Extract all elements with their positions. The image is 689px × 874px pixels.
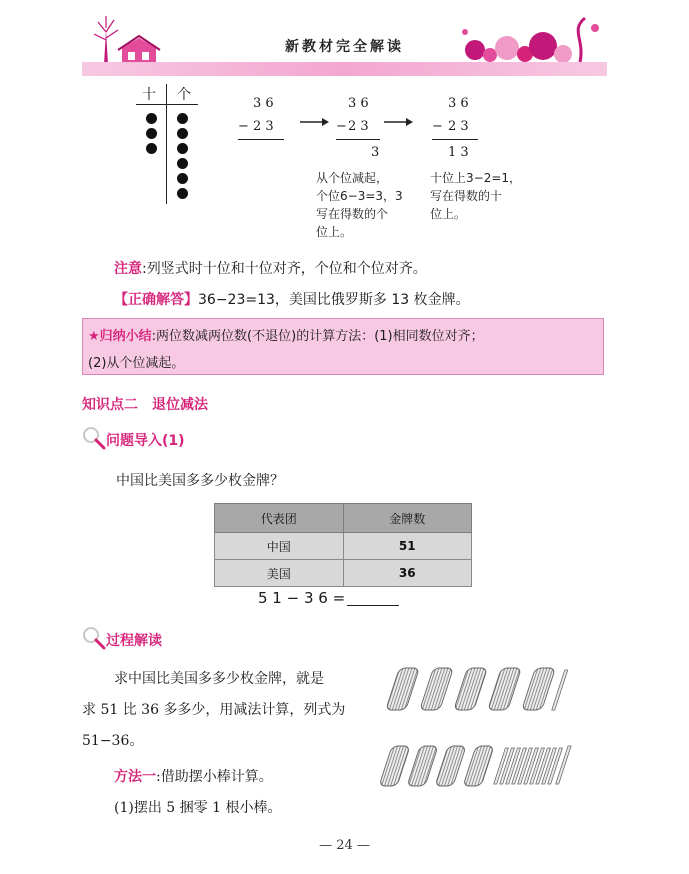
stick-bundles-illustration [380,740,580,790]
page-number: — 24 — [319,838,370,853]
method-text: 借助摆小棒计算。 [160,769,273,785]
chart-vertical-line [166,84,167,204]
attention-label: 注意 [114,261,142,277]
answer-text: 36−23=13，美国比俄罗斯多 13 枚金牌。 [198,292,470,308]
summary-label: ★归纳小结 [88,329,152,344]
intro-question: 中国比美国多多少枚金牌？ [116,473,284,489]
equation-text: 5 1 − 3 6 = [258,589,346,607]
tens-counter [146,128,157,139]
minuend: 3 6 [448,96,469,111]
medal-table [214,503,472,587]
arrow-right-icon [384,117,414,127]
note-line: 个位6−3=3，3 [316,189,403,203]
tens-label: 十 [142,87,156,103]
attention-line: 注意:列竖式时十位和十位对齐，个位和个位对齐。 [114,261,427,277]
header-title: 新教材完全解读 [285,39,404,55]
note-line: 位上。 [430,207,467,221]
table-cell: 51 [343,533,472,560]
table-cell: 中国 [215,533,344,560]
summary-line-1: ★归纳小结:两位数减两位数(不退位)的计算方法：(1)相同数位对齐； [88,329,484,344]
minus-sign: − [336,119,347,134]
table-cell: 36 [343,560,472,587]
tens-step-note [430,169,540,223]
answer-label: 【正确解答】 [114,292,198,308]
method-label: 方法一 [114,769,156,785]
result: 1 3 [448,145,469,160]
magnifier-icon [82,626,106,650]
table-row [215,560,472,587]
note-line: 从个位减起， [316,171,389,185]
note-line: 写在得数的个 [316,207,389,221]
subtrahend: 2 3 [448,119,469,134]
chart-horizontal-line [136,104,198,105]
process-line-1: 求中国比美国多多少枚金牌，就是 [114,671,324,687]
ones-counter [177,188,188,199]
magnifier-icon [82,426,106,450]
intro-title: 问题导入(1) [106,433,185,449]
ones-counter [177,173,188,184]
table-header: 金牌数 [343,504,472,533]
minuend: 3 6 [348,96,369,111]
tens-counter [146,143,157,154]
ones-counter [177,128,188,139]
note-line: 位上。 [316,225,353,239]
note-line: 写在得数的十 [430,189,503,203]
attention-text: 列竖式时十位和十位对齐，个位和个位对齐。 [146,261,427,277]
table-cell: 美国 [215,560,344,587]
minuend: 3 6 [253,96,274,111]
header-band [82,62,607,76]
equation [258,589,399,607]
process-line-2: 求 51 比 36 多多少，用减法计算，列式为 [82,702,346,718]
step-1: (1)摆出 5 捆零 1 根小棒。 [114,800,282,816]
table-header: 代表团 [215,504,344,533]
result-line [336,139,380,140]
minus-sign: − [432,119,443,134]
note-line: 十位上3−2=1， [430,171,522,185]
ones-counter [177,113,188,124]
answer-blank [347,605,399,606]
subtrahend: 2 3 [348,119,369,134]
result-line [238,139,284,140]
ones-step-note [316,169,426,241]
ones-counter [177,143,188,154]
ones-counter [177,158,188,169]
table-row [215,533,472,560]
result-line [432,139,478,140]
stick-bundles-illustration [380,660,580,716]
section-title: 知识点二 退位减法 [82,397,208,413]
subtrahend: 2 3 [253,119,274,134]
process-title: 过程解读 [106,633,162,649]
ones-label: 个 [177,87,191,103]
minus-sign: − [238,119,249,134]
arrow-right-icon [300,117,330,127]
tens-counter [146,113,157,124]
method-line: 方法一:借助摆小棒计算。 [114,769,273,785]
summary-text-1: 两位数减两位数(不退位)的计算方法：(1)相同数位对齐； [156,329,484,344]
process-line-3: 51−36。 [82,733,144,749]
answer-line [114,289,470,309]
result: 3 [371,145,380,160]
summary-line-2: (2)从个位减起。 [88,356,185,371]
